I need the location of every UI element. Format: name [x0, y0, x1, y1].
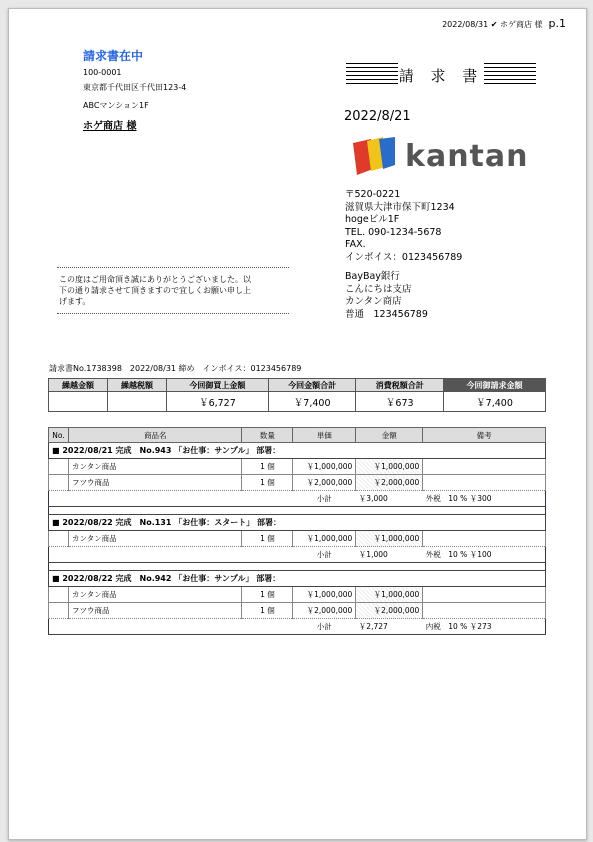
item-amount: ￥1,000,000: [356, 531, 423, 547]
summary-header: 今回金額合計: [268, 379, 356, 392]
company-logo: [349, 135, 539, 179]
summary-value: [107, 392, 166, 412]
summary-value: ￥7,400: [268, 392, 356, 412]
recipient-name: ホゲ商店 様: [83, 121, 137, 132]
item-price: ￥1,000,000: [293, 587, 356, 603]
logo-text: kantan: [405, 139, 529, 174]
issuer-info: [345, 189, 462, 264]
subtotal-value: ￥1,000: [356, 547, 423, 563]
summary-header: 消費税額合計: [356, 379, 444, 392]
subtotal-row: [49, 491, 546, 507]
status-label: 請求書在中: [83, 49, 144, 63]
item-name: カンタン商品: [68, 459, 242, 475]
document-title: [346, 63, 536, 87]
logo-mark-icon: [349, 135, 401, 179]
table-row: [49, 531, 546, 547]
subtotal-tax: 内税 10 % ￥273: [423, 619, 546, 635]
title-rule-left: [346, 63, 398, 87]
item-name: フツウ商品: [68, 475, 242, 491]
summary-header: 今回御買上金額: [166, 379, 268, 392]
item-qty: 1 個: [242, 475, 293, 491]
issuer-line: hogeビル1F: [345, 214, 400, 225]
detail-header: 商品名: [68, 428, 242, 443]
summary-header-total: 今回御請求金額: [444, 379, 546, 392]
item-price: ￥1,000,000: [293, 531, 356, 547]
summary-value-total: ￥7,400: [444, 392, 546, 412]
summary-table: [48, 378, 546, 412]
item-qty: 1 個: [242, 603, 293, 619]
item-amount: ￥2,000,000: [356, 475, 423, 491]
issue-date: 2022/8/21: [344, 109, 411, 124]
item-price: ￥2,000,000: [293, 475, 356, 491]
recipient-address2: ABCマンション1F: [83, 101, 149, 110]
subtotal-tax: 外税 10 % ￥300: [423, 491, 546, 507]
bank-line: BayBay銀行: [345, 271, 400, 282]
bank-line: 普通 123456789: [345, 308, 428, 320]
invoice-info: 請求書No.1738398 2022/08/31 締め インボイス：0123456789: [49, 364, 302, 373]
bank-info: [345, 271, 428, 321]
detail-header: 備考: [423, 428, 546, 443]
recipient-zip: 100-0001: [83, 68, 122, 77]
page-number: p.1: [548, 17, 566, 30]
item-qty: 1 個: [242, 587, 293, 603]
recipient-address1: 東京都千代田区千代田123-4: [83, 83, 187, 92]
detail-header: 単価: [293, 428, 356, 443]
item-qty: 1 個: [242, 531, 293, 547]
item-name: フツウ商品: [68, 603, 242, 619]
subtotal-value: ￥3,000: [356, 491, 423, 507]
item-name: カンタン商品: [68, 587, 242, 603]
subtotal-label: 小計: [293, 491, 356, 507]
table-row: [49, 603, 546, 619]
detail-header: 数量: [242, 428, 293, 443]
greeting-line: げます。: [59, 297, 91, 306]
header-meta: 2022/08/31 ✔ ホゲ商店 様: [442, 20, 543, 29]
issuer-line: FAX.: [345, 239, 366, 250]
bank-line: カンタン商店: [345, 296, 402, 307]
issuer-line: インボイス：0123456789: [345, 251, 463, 263]
summary-value: ￥673: [356, 392, 444, 412]
item-name: カンタン商品: [68, 531, 242, 547]
item-price: ￥2,000,000: [293, 603, 356, 619]
title-text: 請 求 書: [398, 67, 484, 85]
bank-line: こんにちは支店: [345, 283, 412, 295]
item-amount: ￥1,000,000: [356, 587, 423, 603]
detail-header: 金額: [356, 428, 423, 443]
group-title: ■ 2022/08/21 完成 No.943 「お仕事：サンプル」 部署：: [49, 443, 546, 459]
subtotal-value: ￥2,727: [356, 619, 423, 635]
issuer-line: 滋賀県大津市保下町1234: [345, 201, 455, 213]
title-rule-right: [484, 63, 536, 87]
summary-value: ￥6,727: [166, 392, 268, 412]
invoice-page: [8, 8, 587, 840]
greeting-line: この度はご用命頂き誠にありがとうございました。以: [59, 275, 251, 284]
table-row: [49, 587, 546, 603]
issuer-line: 〒520-0221: [345, 189, 401, 200]
issuer-line: TEL. 090-1234-5678: [345, 226, 442, 238]
item-amount: ￥2,000,000: [356, 603, 423, 619]
item-price: ￥1,000,000: [293, 459, 356, 475]
item-amount: ￥1,000,000: [356, 459, 423, 475]
detail-header: No.: [49, 428, 69, 443]
subtotal-row: [49, 619, 546, 635]
item-qty: 1 個: [242, 459, 293, 475]
table-row: [49, 459, 546, 475]
summary-header: 繰越金額: [49, 379, 108, 392]
table-row: [49, 475, 546, 491]
subtotal-label: 小計: [293, 619, 356, 635]
subtotal-label: 小計: [293, 547, 356, 563]
detail-table: [48, 427, 546, 635]
page-header: [442, 17, 566, 30]
summary-value: [49, 392, 108, 412]
group-title: ■ 2022/08/22 完成 No.942 「お仕事：サンプル」 部署：: [49, 571, 546, 587]
subtotal-tax: 外税 10 % ￥100: [423, 547, 546, 563]
greeting-line: 下の通り請求させて頂きますので宜しくお願い申し上: [59, 286, 251, 295]
subtotal-row: [49, 547, 546, 563]
group-title: ■ 2022/08/22 完成 No.131 「お仕事：スタート」 部署：: [49, 515, 546, 531]
summary-header: 繰越税額: [107, 379, 166, 392]
greeting-message: [57, 267, 289, 314]
